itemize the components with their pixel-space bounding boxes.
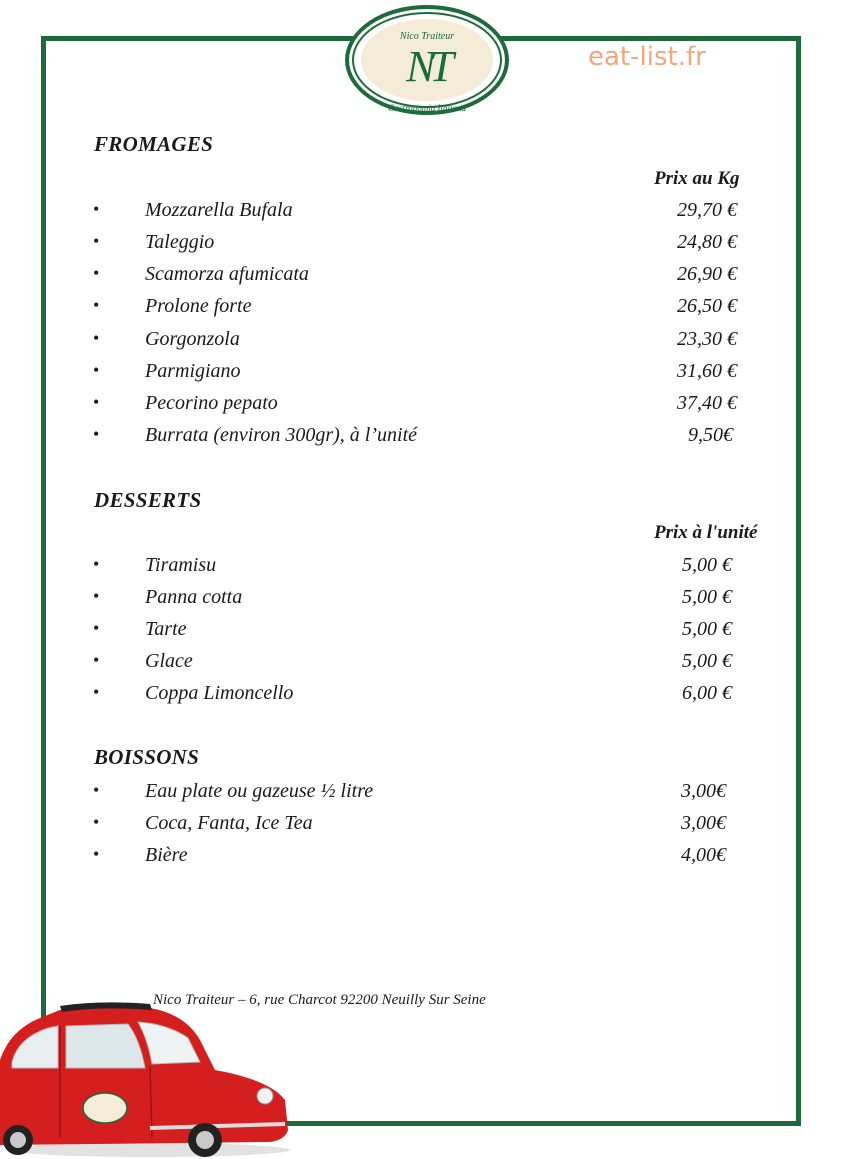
nico-traiteur-logo <box>345 5 509 115</box>
bullet: • <box>93 360 100 380</box>
bullet: • <box>93 586 100 606</box>
item-name: Pecorino pepato <box>145 392 278 414</box>
item-name: Scamorza afumicata <box>145 263 309 285</box>
menu-item <box>0 812 849 842</box>
item-price: 3,00€ <box>681 812 726 834</box>
item-price: 23,30 € <box>677 328 737 350</box>
bullet: • <box>93 650 100 670</box>
item-name: Gorgonzola <box>145 328 240 350</box>
menu-item <box>0 844 849 874</box>
bullet: • <box>93 812 100 832</box>
item-name: Prolone forte <box>145 295 252 317</box>
menu-item <box>0 295 849 325</box>
menu-item <box>0 424 849 454</box>
item-name: Burrata (environ 300gr), à l’unité <box>145 424 418 446</box>
bullet: • <box>93 618 100 638</box>
price-header-desserts: Prix à l'unité <box>654 522 758 543</box>
item-price: 5,00 € <box>682 554 732 576</box>
menu-item <box>0 618 849 648</box>
watermark: eat-list.fr <box>588 42 706 72</box>
item-name: Coca, Fanta, Ice Tea <box>145 812 313 834</box>
bullet: • <box>93 844 100 864</box>
red-car-illustration <box>0 1000 300 1159</box>
item-name: Panna cotta <box>145 586 243 608</box>
bullet: • <box>93 231 100 251</box>
item-name: Mozzarella Bufala <box>145 199 293 221</box>
item-price: 26,50 € <box>677 295 737 317</box>
bullet: • <box>93 392 100 412</box>
item-price: 3,00€ <box>681 780 726 802</box>
logo-top-text: Nico Traiteur <box>399 31 455 42</box>
item-name: Parmigiano <box>145 360 241 382</box>
menu-item <box>0 263 849 293</box>
bullet: • <box>93 263 100 283</box>
logo-monogram: NT <box>406 42 448 91</box>
item-price: 9,50€ <box>688 424 733 446</box>
bullet: • <box>93 295 100 315</box>
item-price: 5,00 € <box>682 618 732 640</box>
item-name: Coppa Limoncello <box>145 682 294 704</box>
item-name: Eau plate ou gazeuse ½ litre <box>145 780 374 802</box>
menu-item <box>0 199 849 229</box>
bullet: • <box>93 328 100 348</box>
menu-item <box>0 586 849 616</box>
logo-bottom-text: Gastronomia Italiana <box>388 103 466 113</box>
item-price: 5,00 € <box>682 650 732 672</box>
menu-item <box>0 360 849 390</box>
price-header-fromages: Prix au Kg <box>654 168 740 189</box>
menu-item <box>0 650 849 680</box>
menu-item <box>0 392 849 422</box>
bullet: • <box>93 780 100 800</box>
bullet: • <box>93 424 100 444</box>
item-price: 29,70 € <box>677 199 737 221</box>
section-title-boissons: BOISSONS <box>94 745 200 769</box>
item-price: 24,80 € <box>677 231 737 253</box>
item-name: Bière <box>145 844 188 866</box>
menu-item <box>0 554 849 584</box>
item-name: Taleggio <box>145 231 215 253</box>
menu-item <box>0 780 849 810</box>
menu-item <box>0 231 849 261</box>
item-price: 31,60 € <box>677 360 737 382</box>
item-price: 5,00 € <box>682 586 732 608</box>
bullet: • <box>93 682 100 702</box>
menu-item <box>0 682 849 712</box>
item-name: Tiramisu <box>145 554 217 576</box>
section-title-desserts: DESSERTS <box>94 488 202 512</box>
item-name: Glace <box>145 650 193 672</box>
item-price: 26,90 € <box>677 263 737 285</box>
item-price: 6,00 € <box>682 682 732 704</box>
bullet: • <box>93 199 100 219</box>
item-price: 4,00€ <box>681 844 726 866</box>
section-title-fromages: FROMAGES <box>94 132 214 156</box>
menu-item <box>0 328 849 358</box>
bullet: • <box>93 554 100 574</box>
item-price: 37,40 € <box>677 392 737 414</box>
item-name: Tarte <box>145 618 187 640</box>
address-footer: Nico Traiteur – 6, rue Charcot 92200 Neuilly Sur Seine <box>153 992 486 1008</box>
